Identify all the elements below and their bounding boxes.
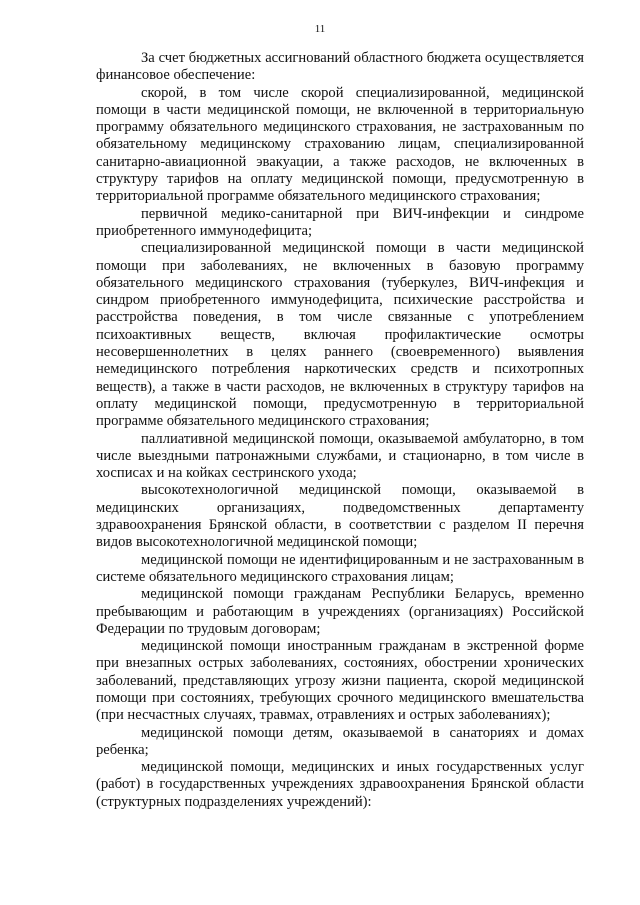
list-item-specialized-care: специализированной медицинской помощи в части медицинской помощи при заболеваниях, не включенных в базовую программу обязательного медицинского страхования (туберкулез, ВИЧ-инфекция и синдром приобретенного иммунодефицита, психические расстройства и расстройства поведения, в том числе связанные с употреблением психоактивных веществ, включая профилактические осмотры несовершеннолетних в целях раннего (своевременного) выявления немедицинского потребления наркотических средств и психотропных веществ), а также в части расходов, не включенных в структуру тарифов на оплату медицинской помощи, предусмотренную в территориальной программе обязательного медицинского страхования; xyxy=(96,240,584,430)
list-item-primary-hiv-care: первичной медико-санитарной при ВИЧ-инфекции и синдроме приобретенного иммунодефицита; xyxy=(96,205,584,239)
page-number: 11 xyxy=(314,23,326,35)
list-item-children-sanatoriums: медицинской помощи детям, оказываемой в санаториях и домах ребенка; xyxy=(96,724,584,758)
intro-paragraph: За счет бюджетных ассигнований областного бюджета осуществляется финансовое обеспечение: xyxy=(96,50,584,84)
list-item-high-tech-care: высокотехнологичной медицинской помощи, оказываемой в медицинских организациях, подведомственных департаменту здравоохранения Брянской области, в соответствии с разделом II перечня видов высокотехнологичной медицинской помощи; xyxy=(96,482,584,551)
list-item-unidentified-persons: медицинской помощи не идентифицированным и не застрахованным в системе обязательного медицинского страхования лицам; xyxy=(96,551,584,585)
list-item-palliative-care: паллиативной медицинской помощи, оказываемой амбулаторно, в том числе выездными патронажными службами, и стационарно, в том числе в хосписах и на койках сестринского ухода; xyxy=(96,430,584,482)
list-item-belarus-citizens: медицинской помощи гражданам Республики Беларусь, временно пребывающим и работающим в учреждениях (организациях) Российской Федерации по трудовым договорам; xyxy=(96,586,584,637)
list-item-foreign-citizens: медицинской помощи иностранным гражданам в экстренной форме при внезапных острых заболеваниях, состояниях, обострении хронических заболеваний, представляющих угрозу жизни пациента, скорой медицинской помощи при состояниях, требующих срочного медицинского вмешательства (при несчастных случаях, травмах, отравлениях и острых заболеваниях); xyxy=(96,638,584,724)
document-body xyxy=(96,50,584,811)
list-item-state-services: медицинской помощи, медицинских и иных государственных услуг (работ) в государственных учреждениях здравоохранения Брянской области (структурных подразделениях учреждений): xyxy=(96,759,584,810)
list-item-emergency-care: скорой, в том числе скорой специализированной, медицинской помощи в части медицинской помощи, не включенной в территориальную программу обязательного медицинского страхования, не застрахованным по обязательному медицинскому страхованию лицам, специализированной санитарно-авиационной эвакуации, а также расходов, не включенных в структуру тарифов на оплату медицинской помощи, предусмотренную в территориальной программе обязательного медицинского страхования; xyxy=(96,84,584,205)
